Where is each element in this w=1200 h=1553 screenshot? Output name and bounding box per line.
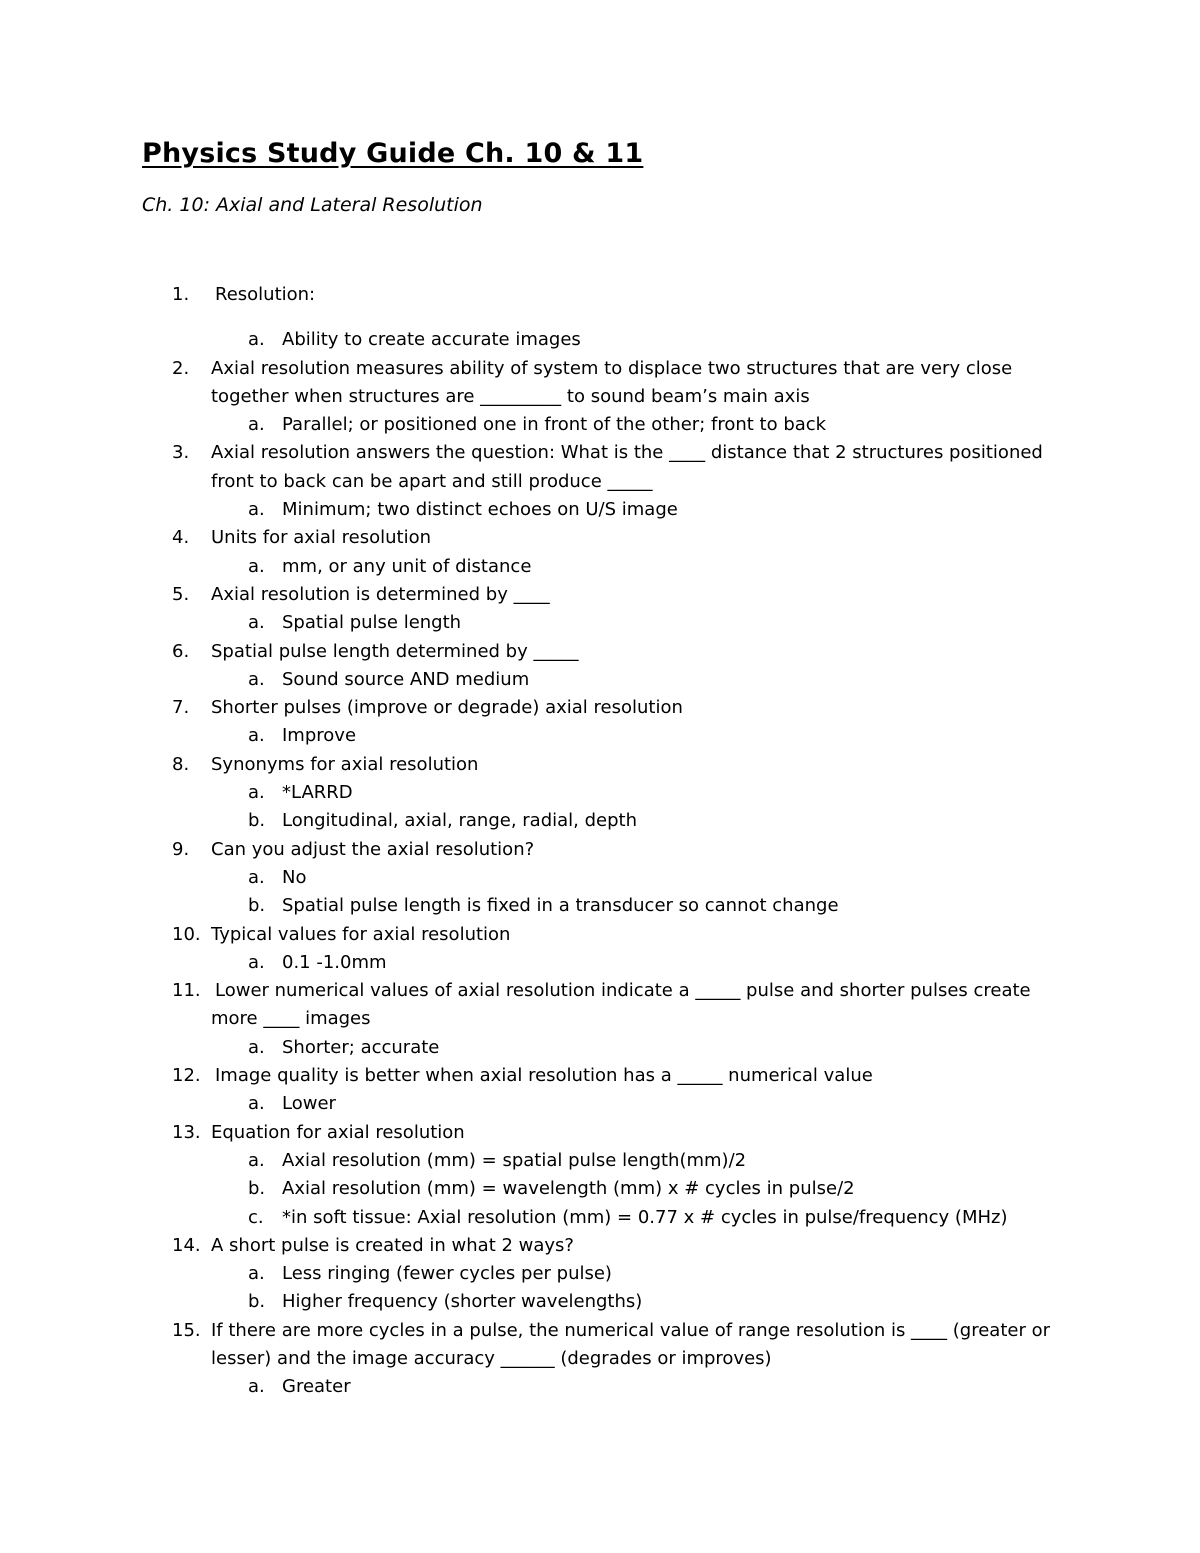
question-text: Synonyms for axial resolution bbox=[211, 753, 479, 775]
answer-item bbox=[0, 496, 1200, 524]
question-item bbox=[0, 836, 1200, 864]
question-number: 9. bbox=[172, 838, 190, 860]
answer-letter: a. bbox=[248, 1263, 265, 1285]
question-number: 11. bbox=[172, 980, 201, 1002]
answer-text: Ability to create accurate images bbox=[282, 329, 581, 351]
answer-text: mm, or any unit of distance bbox=[282, 555, 532, 577]
answer-letter: a. bbox=[248, 612, 265, 634]
question-number: 4. bbox=[172, 527, 190, 549]
question-text: Units for axial resolution bbox=[211, 527, 432, 549]
answer-letter: a. bbox=[248, 499, 265, 521]
answer-text: Improve bbox=[282, 725, 357, 747]
answer-letter: a. bbox=[248, 951, 265, 973]
answer-item bbox=[0, 1034, 1200, 1062]
answer-item bbox=[0, 892, 1200, 920]
answer-item bbox=[0, 1373, 1200, 1401]
answer-letter: a. bbox=[248, 414, 265, 436]
answer-letter: a. bbox=[248, 555, 265, 577]
answer-letter: c. bbox=[248, 1206, 264, 1228]
answer-letter: b. bbox=[248, 1178, 266, 1200]
question-item bbox=[0, 977, 1200, 1005]
answer-letter: b. bbox=[248, 810, 266, 832]
question-number: 2. bbox=[172, 357, 190, 379]
answer-text: Spatial pulse length bbox=[282, 612, 462, 634]
question-text: Resolution: bbox=[215, 284, 316, 305]
chapter-subtitle: Ch. 10: Axial and Lateral Resolution bbox=[142, 194, 483, 216]
answer-item bbox=[0, 807, 1200, 835]
answer-item bbox=[0, 722, 1200, 750]
answer-item bbox=[0, 609, 1200, 637]
answer-text: Sound source AND medium bbox=[282, 668, 530, 690]
answer-letter: a. bbox=[248, 1036, 265, 1058]
answer-text: *LARRD bbox=[282, 782, 353, 804]
answer-item bbox=[0, 864, 1200, 892]
question-number: 3. bbox=[172, 442, 190, 464]
answer-item bbox=[0, 1175, 1200, 1203]
answer-item bbox=[0, 411, 1200, 439]
answer-letter: b. bbox=[248, 895, 266, 917]
answer-item bbox=[0, 1147, 1200, 1175]
question-text: front to back can be apart and still produce _____ bbox=[211, 470, 653, 492]
answer-text: Axial resolution (mm) = wavelength (mm) x # cycles in pulse/2 bbox=[282, 1178, 855, 1200]
question-text: Image quality is better when axial resolution has a _____ numerical value bbox=[215, 1065, 873, 1087]
question-list bbox=[0, 281, 1200, 1402]
question-text: Shorter pulses (improve or degrade) axial resolution bbox=[211, 697, 683, 719]
answer-item bbox=[0, 1260, 1200, 1288]
question-continuation bbox=[0, 383, 1200, 411]
question-item bbox=[0, 694, 1200, 722]
spacer bbox=[0, 309, 1200, 326]
question-number: 13. bbox=[172, 1121, 201, 1143]
question-number: 7. bbox=[172, 697, 190, 719]
answer-text: Lower bbox=[282, 1093, 336, 1115]
question-text: lesser) and the image accuracy ______ (degrades or improves) bbox=[211, 1347, 772, 1369]
answer-item bbox=[0, 779, 1200, 807]
question-item bbox=[0, 1062, 1200, 1090]
answer-item bbox=[0, 949, 1200, 977]
answer-text: No bbox=[282, 866, 307, 888]
answer-text: Less ringing (fewer cycles per pulse) bbox=[282, 1263, 612, 1285]
answer-text: Axial resolution (mm) = spatial pulse length(mm)/2 bbox=[282, 1149, 747, 1171]
page-title: Physics Study Guide Ch. 10 & 11 bbox=[142, 138, 644, 169]
answer-text: Spatial pulse length is fixed in a transducer so cannot change bbox=[282, 895, 839, 917]
question-text: Axial resolution is determined by ____ bbox=[211, 583, 550, 605]
question-text: Can you adjust the axial resolution? bbox=[211, 838, 535, 860]
answer-text: Parallel; or positioned one in front of the other; front to back bbox=[282, 414, 827, 436]
question-item bbox=[0, 355, 1200, 383]
answer-text: 0.1 -1.0mm bbox=[282, 951, 387, 973]
question-continuation bbox=[0, 1345, 1200, 1373]
question-continuation bbox=[0, 1005, 1200, 1033]
question-number: 15. bbox=[172, 1319, 201, 1341]
answer-letter: a. bbox=[248, 1149, 265, 1171]
answer-item bbox=[0, 326, 1200, 354]
answer-letter: a. bbox=[248, 1376, 265, 1398]
answer-text: Shorter; accurate bbox=[282, 1036, 440, 1058]
question-item bbox=[0, 1317, 1200, 1345]
question-text: Equation for axial resolution bbox=[211, 1121, 465, 1143]
answer-text: Longitudinal, axial, range, radial, depth bbox=[282, 810, 637, 832]
question-item bbox=[0, 921, 1200, 949]
question-text: Typical values for axial resolution bbox=[211, 923, 511, 945]
question-number: 8. bbox=[172, 753, 190, 775]
question-text: If there are more cycles in a pulse, the numerical value of range resolution is ____ (greater or bbox=[211, 1319, 1051, 1341]
question-number: 6. bbox=[172, 640, 190, 662]
question-item bbox=[0, 1232, 1200, 1260]
question-text: A short pulse is created in what 2 ways? bbox=[211, 1234, 574, 1256]
question-item bbox=[0, 1119, 1200, 1147]
answer-text: *in soft tissue: Axial resolution (mm) = 0.77 x # cycles in pulse/frequency (MHz) bbox=[282, 1206, 1008, 1228]
question-text: Spatial pulse length determined by _____ bbox=[211, 640, 579, 662]
question-number: 5. bbox=[172, 583, 190, 605]
question-item bbox=[0, 581, 1200, 609]
answer-letter: a. bbox=[248, 866, 265, 888]
answer-item bbox=[0, 553, 1200, 581]
answer-item bbox=[0, 1090, 1200, 1118]
question-text: together when structures are _________ to sound beam’s main axis bbox=[211, 385, 810, 407]
answer-item bbox=[0, 1204, 1200, 1232]
answer-letter: a. bbox=[248, 782, 265, 804]
answer-letter: a. bbox=[248, 329, 265, 351]
question-item bbox=[0, 439, 1200, 467]
question-number: 10. bbox=[172, 923, 201, 945]
question-item bbox=[0, 638, 1200, 666]
answer-text: Greater bbox=[282, 1376, 351, 1398]
answer-text: Minimum; two distinct echoes on U/S image bbox=[282, 499, 678, 521]
question-text: Axial resolution answers the question: What is the ____ distance that 2 structures positioned bbox=[211, 442, 1043, 464]
answer-letter: a. bbox=[248, 725, 265, 747]
question-number: 1. bbox=[172, 284, 190, 305]
question-item bbox=[0, 281, 1200, 309]
question-number: 12. bbox=[172, 1065, 201, 1087]
question-continuation bbox=[0, 468, 1200, 496]
answer-letter: a. bbox=[248, 1093, 265, 1115]
question-text: more ____ images bbox=[211, 1008, 371, 1030]
answer-text: Higher frequency (shorter wavelengths) bbox=[282, 1291, 643, 1313]
question-text: Axial resolution measures ability of system to displace two structures that are very close bbox=[211, 357, 1013, 379]
answer-letter: a. bbox=[248, 668, 265, 690]
question-item bbox=[0, 751, 1200, 779]
answer-letter: b. bbox=[248, 1291, 266, 1313]
question-number: 14. bbox=[172, 1234, 201, 1256]
question-item bbox=[0, 524, 1200, 552]
answer-item bbox=[0, 666, 1200, 694]
question-text: Lower numerical values of axial resolution indicate a _____ pulse and shorter pulses create bbox=[215, 980, 1031, 1002]
answer-item bbox=[0, 1288, 1200, 1316]
